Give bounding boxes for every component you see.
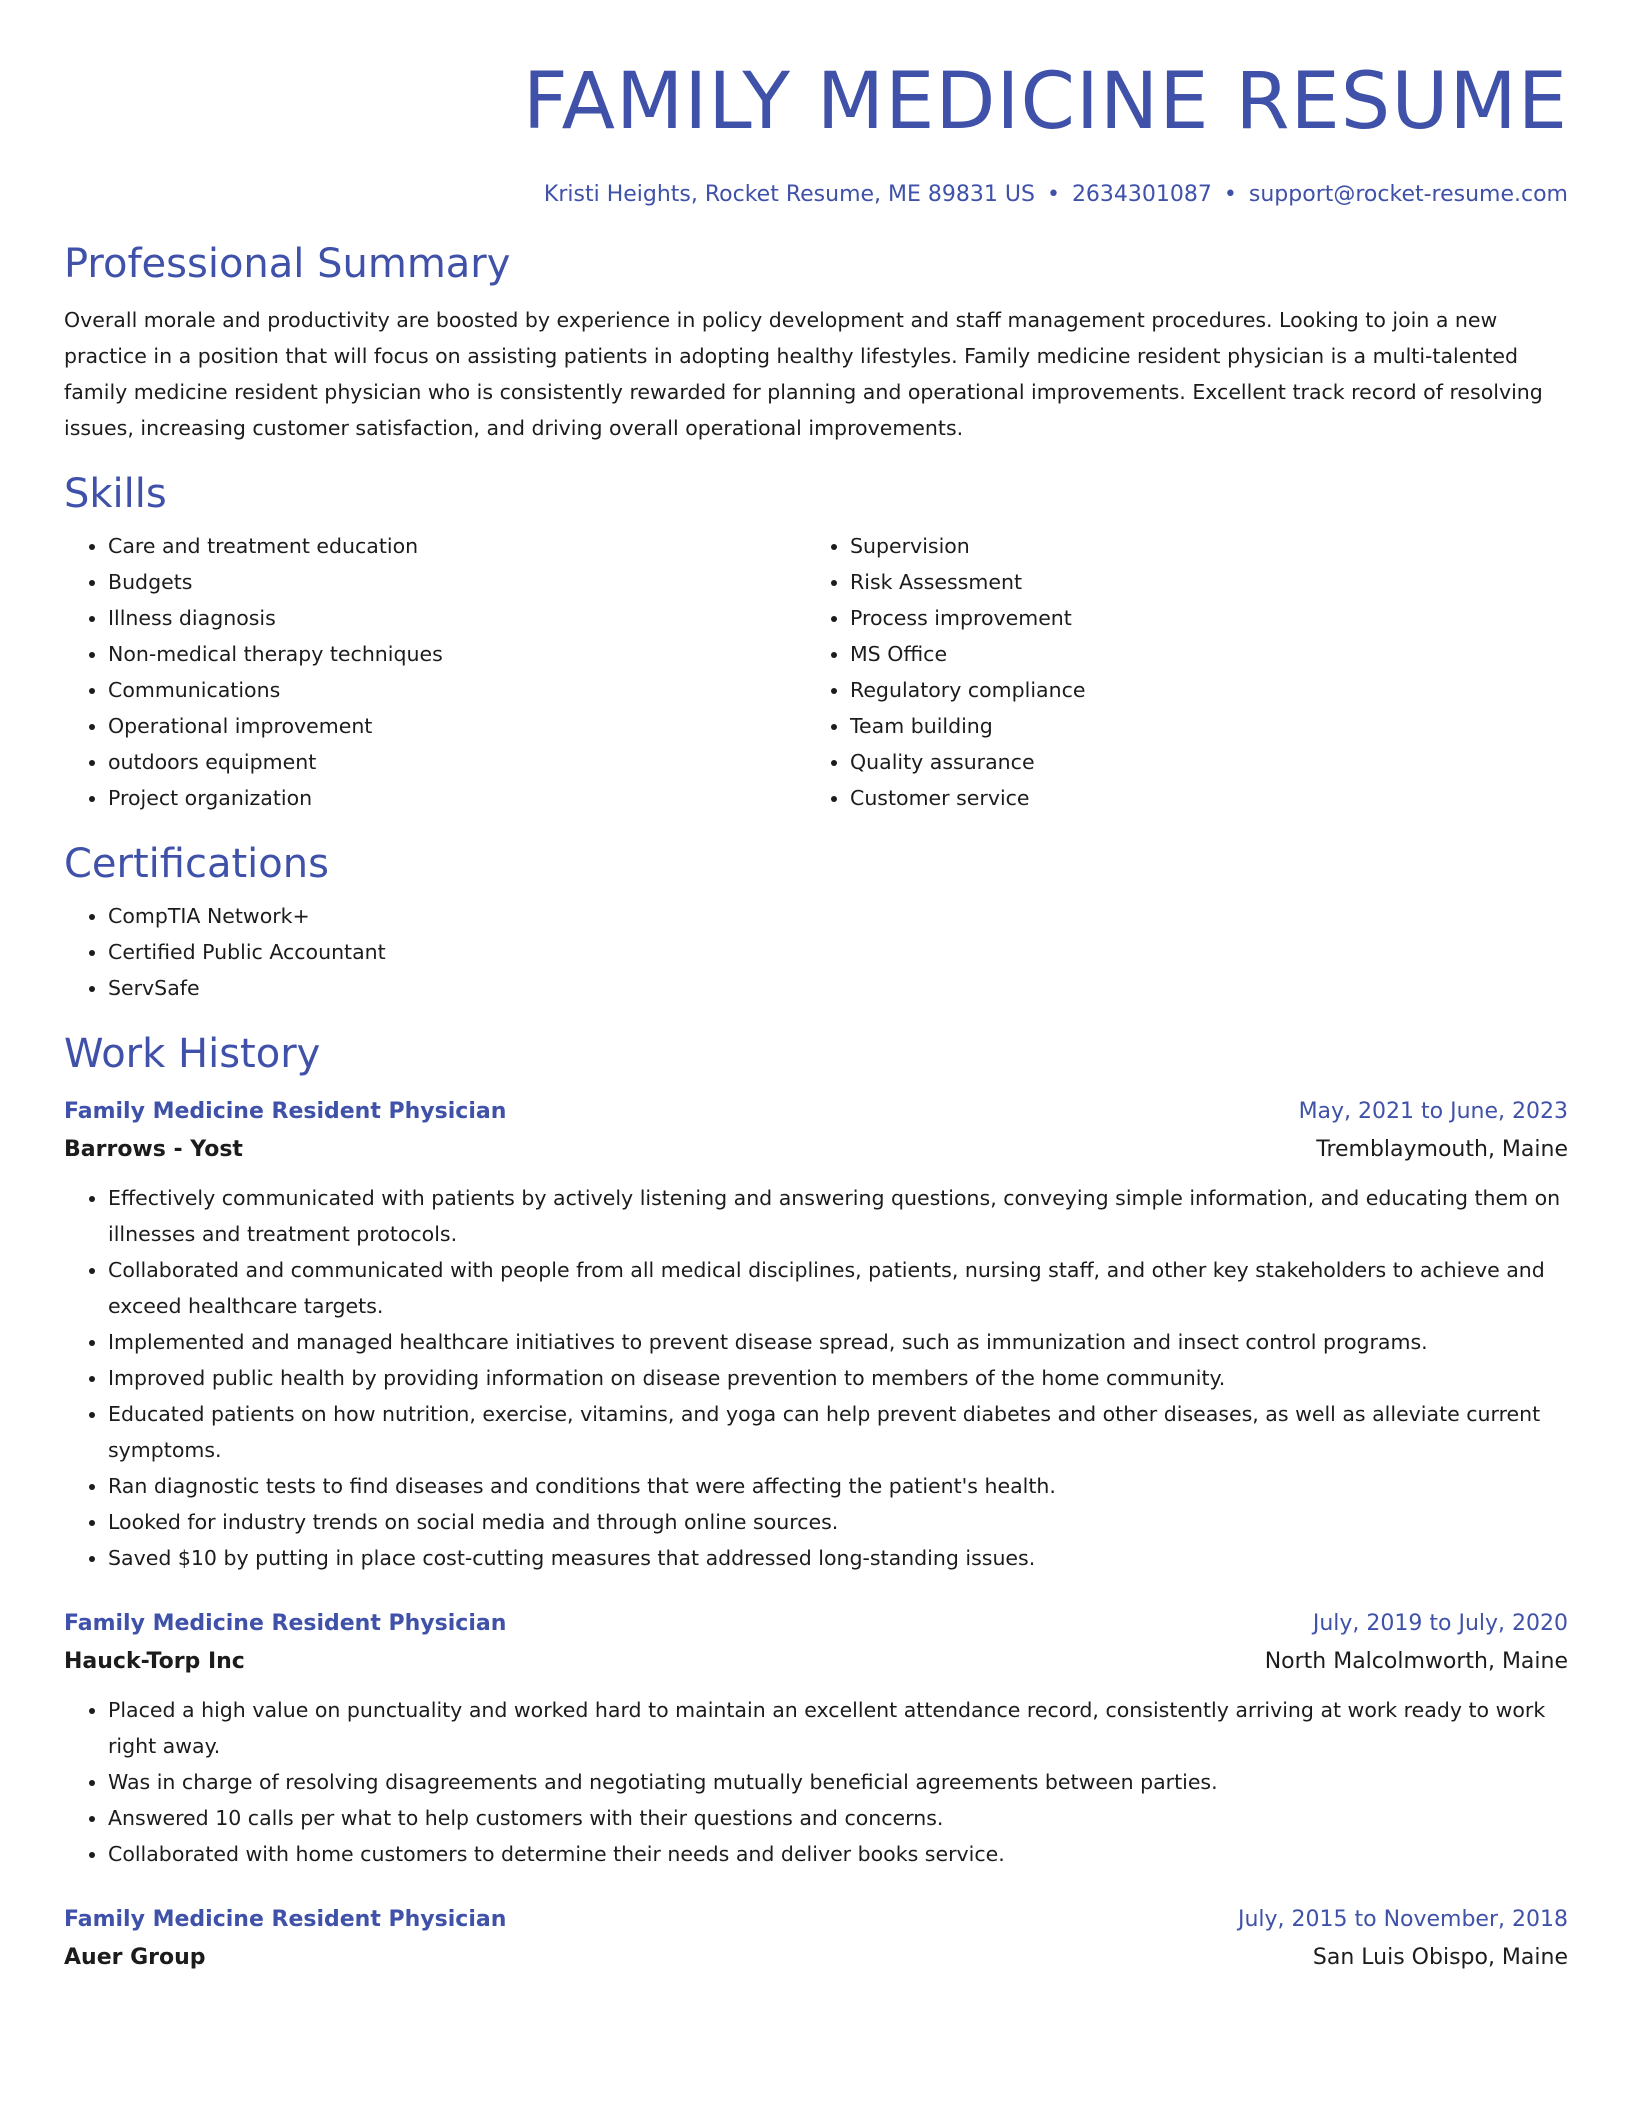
job-bullet: • Saved $10 by putting in place cost-cutting measures that addressed long-standing issues. xyxy=(108,1540,1568,1576)
work-history-heading: Work History xyxy=(64,1031,321,1077)
skill-item: • Quality assurance xyxy=(850,744,1548,780)
job-company: Hauck-Torp Inc xyxy=(64,1649,245,1674)
job-title-row xyxy=(64,1606,1568,1642)
resume-header xyxy=(64,50,1568,210)
job-location: San Luis Obispo, Maine xyxy=(1312,1945,1568,1970)
job-bullet: • Looked for industry trends on social media and through online sources. xyxy=(108,1504,1568,1540)
skill-item: • Illness diagnosis xyxy=(108,600,806,636)
job-bullet: • Educated patients on how nutrition, exercise, vitamins, and yoga can help prevent diabetes and other diseases, as well as alleviate current symptoms. xyxy=(108,1396,1568,1468)
job-bullets xyxy=(64,1692,1568,1872)
job-dates: July, 2019 to July, 2020 xyxy=(1312,1611,1568,1636)
skill-item: • Supervision xyxy=(850,528,1548,564)
skill-item: • Regulatory compliance xyxy=(850,672,1548,708)
summary-text: Overall morale and productivity are boosted by experience in policy development and staff management procedures. Looking to join a new practice in a position that will focus on assisting patients in adopting healthy lifestyles. Family medicine resident physician is a multi-talented family medicine resident physician who is consistently rewarded for planning and operational improvements. Excellent track record of resolving issues, increasing customer satisfaction, and driving overall operational improvements. xyxy=(64,308,1543,440)
job-dates: May, 2021 to June, 2023 xyxy=(1298,1099,1568,1124)
skill-item: • MS Office xyxy=(850,636,1548,672)
job-location: North Malcolmworth, Maine xyxy=(1264,1649,1568,1674)
job-bullet: • Collaborated with home customers to determine their needs and deliver books service. xyxy=(108,1836,1568,1872)
skill-item: • Budgets xyxy=(108,564,806,600)
skill-item: • Operational improvement xyxy=(108,708,806,744)
job-title: Family Medicine Resident Physician xyxy=(64,1099,507,1124)
job-company-row xyxy=(64,1130,1568,1170)
contact-line xyxy=(64,180,1568,210)
job-bullet: • Improved public health by providing information on disease prevention to members of the home community. xyxy=(108,1360,1568,1396)
contact-address: Kristi Heights, Rocket Resume, ME 89831 US xyxy=(543,182,1035,207)
skills-column-left xyxy=(64,528,806,816)
contact-separator: • xyxy=(1046,182,1060,207)
skill-item: • Process improvement xyxy=(850,600,1548,636)
work-history-section xyxy=(64,1028,1568,1978)
job-company-row xyxy=(64,1938,1568,1978)
summary-section xyxy=(64,238,1568,446)
skills-section xyxy=(64,468,1568,816)
job-title-row xyxy=(64,1094,1568,1130)
certifications-list xyxy=(64,898,1568,1006)
contact-email: support@rocket-resume.com xyxy=(1248,182,1568,207)
skills-column-right xyxy=(806,528,1548,816)
skill-item: • outdoors equipment xyxy=(108,744,806,780)
certifications-section xyxy=(64,838,1568,1006)
certification-item: • Certified Public Accountant xyxy=(108,934,1568,970)
job-dates: July, 2015 to November, 2018 xyxy=(1237,1907,1568,1932)
job-location: Tremblaymouth, Maine xyxy=(1316,1137,1568,1162)
job-title: Family Medicine Resident Physician xyxy=(64,1907,507,1932)
contact-phone: 2634301087 xyxy=(1071,182,1212,207)
job-company-row xyxy=(64,1642,1568,1682)
skill-item: • Risk Assessment xyxy=(850,564,1548,600)
job-bullet: • Collaborated and communicated with people from all medical disciplines, patients, nursing staff, and other key stakeholders to achieve and exceed healthcare targets. xyxy=(108,1252,1568,1324)
job-bullets xyxy=(64,1180,1568,1576)
skills-list-left xyxy=(64,528,806,816)
job-title-row xyxy=(64,1902,1568,1938)
skill-item: • Team building xyxy=(850,708,1548,744)
skills-grid xyxy=(64,528,1568,816)
skill-item: • Care and treatment education xyxy=(108,528,806,564)
job-bullet: • Ran diagnostic tests to find diseases and conditions that were affecting the patient's health. xyxy=(108,1468,1568,1504)
job-entry xyxy=(64,1902,1568,1978)
job-entry xyxy=(64,1094,1568,1576)
job-bullet: • Placed a high value on punctuality and worked hard to maintain an excellent attendance record, consistently arriving at work ready to work right away. xyxy=(108,1692,1568,1764)
skill-item: • Customer service xyxy=(850,780,1548,816)
certification-item: • ServSafe xyxy=(108,970,1568,1006)
skills-heading: Skills xyxy=(64,471,167,517)
job-bullet: • Implemented and managed healthcare initiatives to prevent disease spread, such as immunization and insect control programs. xyxy=(108,1324,1568,1360)
certification-item: • CompTIA Network+ xyxy=(108,898,1568,934)
job-bullet: • Effectively communicated with patients by actively listening and answering questions, conveying simple information, and educating them on illnesses and treatment protocols. xyxy=(108,1180,1568,1252)
job-company: Barrows - Yost xyxy=(64,1137,243,1162)
certifications-heading: Certifications xyxy=(64,841,329,887)
skill-item: • Communications xyxy=(108,672,806,708)
document-title: FAMILY MEDICINE RESUME xyxy=(522,57,1568,147)
skill-item: • Project organization xyxy=(108,780,806,816)
job-bullet: • Was in charge of resolving disagreements and negotiating mutually beneficial agreements between parties. xyxy=(108,1764,1568,1800)
summary-heading: Professional Summary xyxy=(64,241,511,287)
job-bullet: • Answered 10 calls per what to help customers with their questions and concerns. xyxy=(108,1800,1568,1836)
skills-list-right xyxy=(806,528,1548,816)
job-title: Family Medicine Resident Physician xyxy=(64,1611,507,1636)
skill-item: • Non-medical therapy techniques xyxy=(108,636,806,672)
job-company: Auer Group xyxy=(64,1945,206,1970)
job-entry xyxy=(64,1606,1568,1872)
contact-separator: • xyxy=(1223,182,1237,207)
